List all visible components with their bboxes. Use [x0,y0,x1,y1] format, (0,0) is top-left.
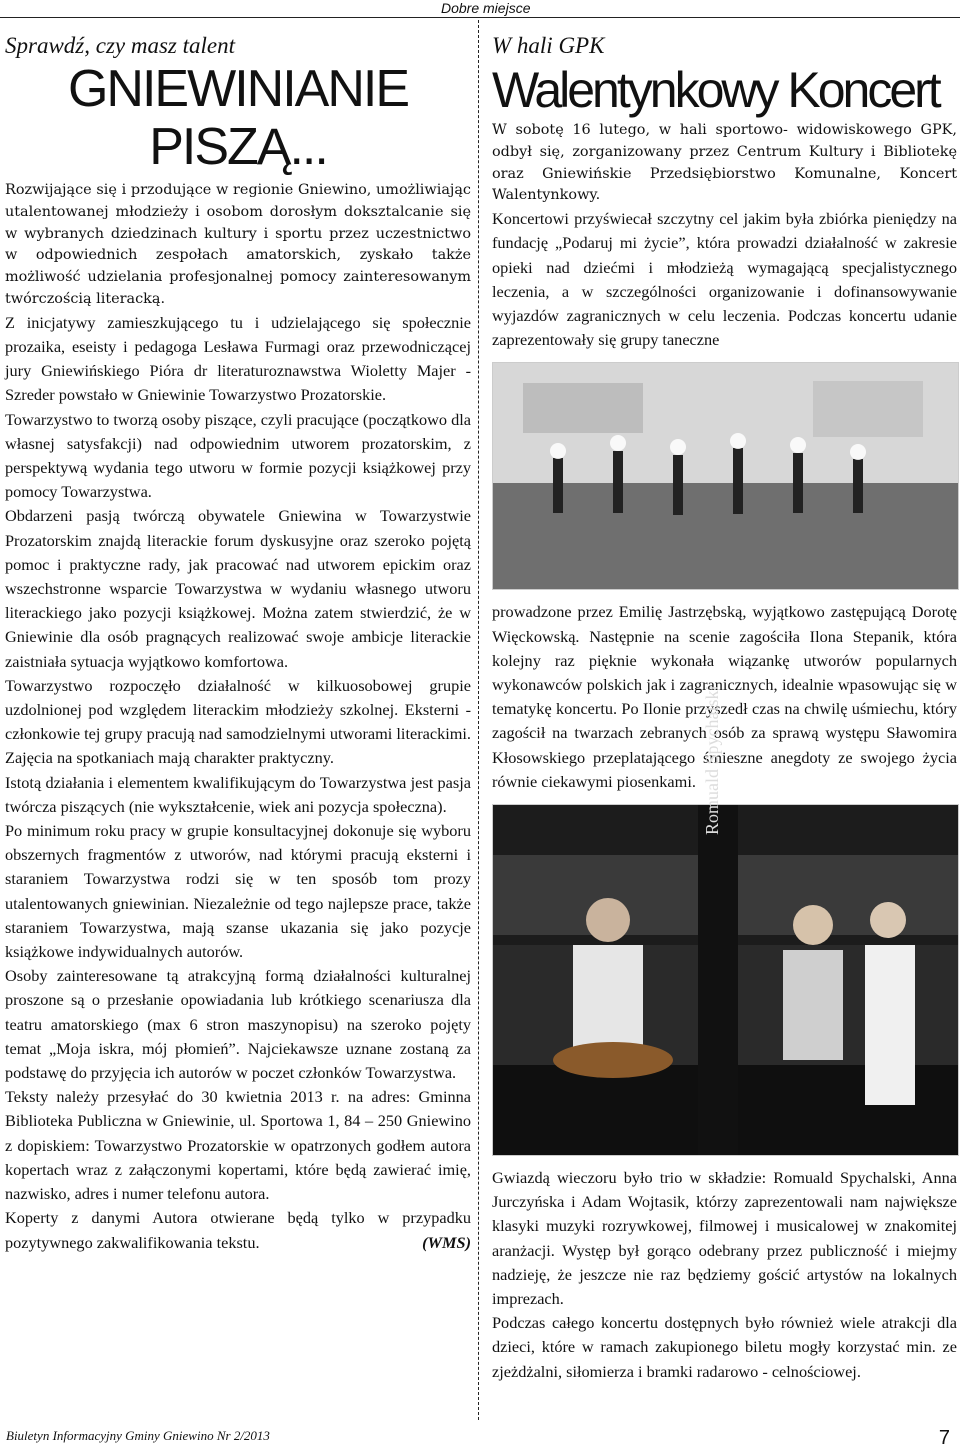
left-lead: Rozwijające się i przodujące w regionie Gniewino, umożliwiając utalentowanej młodzieży i osobom dorosłym doksztalcanie się w wybranych dziedzinach kultury i sportu przez uczestnictwo w odpowiednich zespołach amatorskich, zyskało także możliwość udzielania profesjonalnej pomocy zainteresowanym twórczością literacką. [5,182,471,307]
left-title-line1: GNIEWINIANIE [67,60,409,118]
right-paragraph-2: prowadzone przez Emilię Jastrzębską, wyjątkowo zastępującą Dorotę Więckowską. Następnie na scenie zagościła Ilona Stepanik, która kolejny raz pięknie wykonała wiązankę utworów popularnych wykonawców polskich jak i zagranicznych, idealnie wpasowując się w tematykę koncertu. Po Ilonie przyszedł czas na chwilę uśmiechu, który zagościł na twarzach zebranych osób za sprawą występu Sławomira Kłosowskiego przeplatającego śmieszne anegdoty ze swojego życia równie ciekawymi piosenkami. [492,602,957,791]
right-title: Walentynkowy Koncert [492,62,939,118]
left-paragraph-3: Obdarzeni pasją twórczą obywatele Gniewina w Towarzystwie Prozatorskim znajdą literackie forum dyskusyjne oraz szeroko pojętą pomoc i praktyczne rady, jak pracować nad utworem epickim oraz wszechstronne wsparcie Towarzystwa w wydaniu własnego utworu literackiego jako pozycji książkowej. Można zatem stwierdzić, że w Gniewinie dla osób pragnących realizować swoje ambicje literackie zaistniała sytuacja wyjątkowo komfortowa. [5,506,471,671]
left-paragraph-7: Osoby zainteresowane tą atrakcyjną formą działalności kulturalnej proszone są o przesłanie opowiadania lub krótkiego scenariusza dla teatru amatorskiego (max 6 stron maszynopisu) na szeroko pojęty temat „Moja iskra, mój płomień”. Najciekawsze uznane zostaną za podstawę do przyjęcia ich autorów w poczet członków Towarzystwa. [5,966,471,1083]
right-lead: W sobotę 16 lutego, w hali sportowo- widowiskowego GPK, odbył się, zorganizowany przez Centrum Kultury i Bibliotekę oraz Gniewińskie Przedsiębiorstwo Komunalne, Koncert Walentynkowy. [492,122,957,204]
page-number: 7 [938,1427,950,1449]
photo2-banner-text: Romuald Spychalski [702,685,722,836]
left-article [5,32,471,1255]
footer-text: Biuletyn Informacyjny Gminy Gniewino Nr 2/2013 [6,1428,270,1443]
left-paragraph-9 [5,1206,471,1254]
right-paragraph-4: Podczas całego koncertu dostępnych było również wiele atrakcji dla dzieci, które w ramach zakupionego biletu mogły korzystać min. ze zjeżdżalni, siłomierza i bramki radarowo - celnościowej. [492,1313,957,1381]
left-paragraph-8: Teksty należy przesyłać do 30 kwietnia 2013 r. na adres: Gminna Biblioteka Publiczna w Gniewinie, ul. Sportowa 1, 84 – 250 Gniewino z dopiskiem: Towarzystwo Prozatorskie w opatrzonych godłem autora kopertach wraz z załączonymi kopertami, które będą zawierać imię, nazwisko, adres i numer telefonu autora. [5,1087,471,1204]
left-paragraph-5: Istotą działania i elementem kwalifikującym do Towarzystwa jest pasja twórcza piszących (nie wykształcenie, wiek ani pozycja społeczna). [5,772,471,816]
signature: (WMS) [422,1232,471,1252]
photo-dance-group-art [493,363,958,589]
header-rule [0,17,960,18]
right-article [492,32,957,1384]
left-title-line2: PISZĄ... [149,118,327,176]
left-paragraph-6: Po minimum roku pracy w grupie konsultacyjnej dokonuje się wyboru obszernych fragmentów z utworów, nad którymi pracują eksterni i staraniem Towarzystwa rodzi się w ten sposób tom prozy utalentowanych gniewinian. Niezależnie od tego najlepsze prace, także staraniem Towarzystwa, mają szanse ukazania się jako pozycje książkowe indywidualnych autorów. [5,821,471,962]
right-paragraph-3: Gwiazdą wieczoru było trio w składzie: Romuald Spychalski, Anna Jurczyńska i Adam Wojtasik, którzy zaprezentowali nam największe klasyki muzyki rozrywkowej, filmowej i musicalowej w znakomitej aranżacji. Występ był gorąco odebrany przez publiczność i miejmy nadzieję, że jeszcze nie raz będziemy gościć artystów na lokalnych imprezach. [492,1168,957,1309]
right-paragraph-1: Koncertowi przyświecał szczytny cel jakim była zbiórka pieniędzy na fundację „Podaruj mi życie”, która prowadzi działalność w zakresie opieki nad dziećmi i młodzieżą wymagającą specjalistycznego leczenia, a w szczególności organizowanie i dofinansowywanie wyjazdów zagranicznych w celu leczenia. Podczas koncertu udanie zaprezentowały się grupy taneczne [492,209,957,350]
section-header: Dobre miejsce [441,0,531,16]
left-paragraph-9-text: Koperty z danymi Autora otwierane będą tylko w przypadku pozytywnego zakwalifikowania tekstu. [5,1208,471,1252]
photo-dance-group [492,362,959,590]
left-paragraph-1: Z inicjatywy zamieszkującego tu i udzielającego się społecznie prozaika, eseisty i pedagoga Lesława Furmagi oraz przewodniczącej jury Gniewińskiego Pióra dr literaturoznawstwa Wioletty Majer - Szreder powstało w Gniewinie Towarzystwo Prozatorskie. [5,312,471,405]
left-paragraph-2: Towarzystwo to tworzą osoby piszące, czyli pracujące (początkowo dla własnej satysfakcji) nad odpowiednim utworem prozatorskim, z perspektywą wydania tego utworu w formie pozycji książkowej przy pomocy Towarzystwa. [5,409,471,502]
left-paragraph-4: Towarzystwo rozpoczęło działalność w kilkuosobowej grupie uzdolnionej pod względem literackim młodzieży szkolnej. Eksterni - członkowie tej grupy pracują nad samodzielnymi utworami literackimi. Zajęcia na spotkaniach mają charakter praktyczny. [5,675,471,768]
right-kicker: W hali GPK [492,33,605,58]
left-kicker: Sprawdź, czy masz talent [5,33,235,58]
column-divider [478,20,479,1420]
